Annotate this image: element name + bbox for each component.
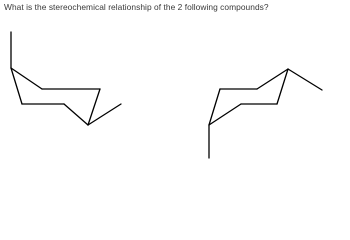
question-text: What is the stereochemical relationship of the 2 following compounds? [4,2,269,12]
bond [257,69,288,89]
bond [64,104,88,125]
bond [11,68,22,104]
bond [88,89,100,125]
bond [11,68,42,89]
compound-2-structure [209,69,322,158]
bond [288,69,322,90]
compound-1-structure [11,32,121,125]
bond [88,104,121,125]
bond [277,69,288,104]
